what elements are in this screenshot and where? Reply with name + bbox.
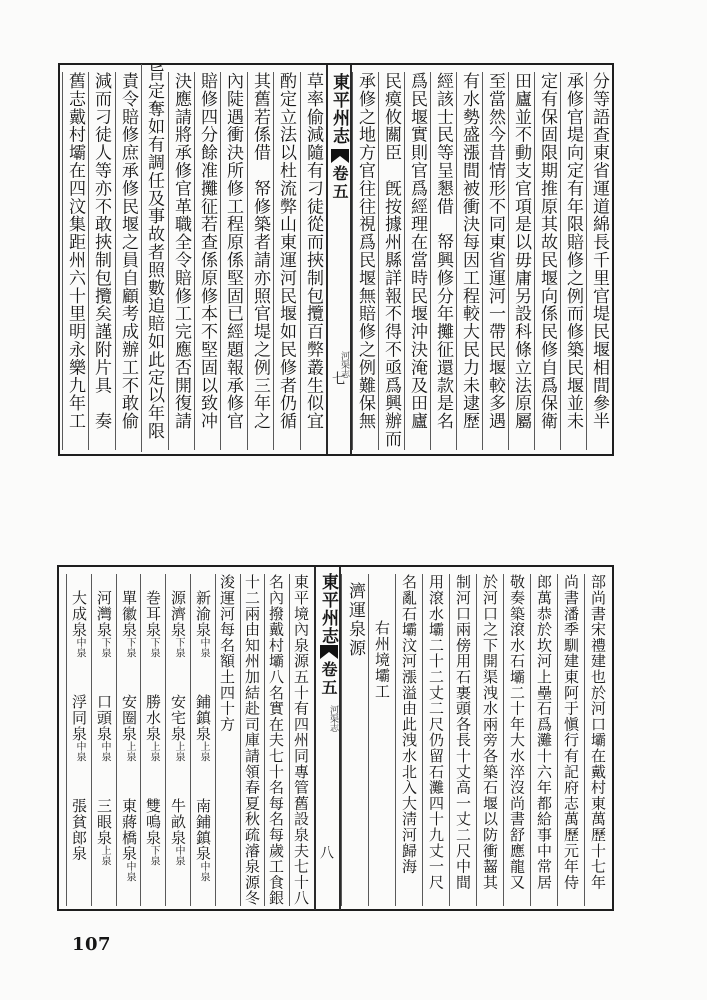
spring-note: 上泉 — [198, 741, 209, 763]
spring-entry — [191, 590, 215, 694]
text-column: 賠修四分餘准攤征若查係原修本不堅固以致冲 — [194, 72, 220, 450]
spring-note: 上泉 — [148, 741, 159, 763]
spring-note: 下泉 — [124, 637, 135, 659]
spring-note: 中泉 — [198, 861, 209, 883]
spring-note: 下泉 — [99, 637, 110, 659]
text-column: 制河口兩傍用石裹頭各長十丈高一丈二尺中間 — [449, 574, 476, 906]
text-column: 草率偷減隨有刁徒從而挾制包攬百弊叢生似宜 — [300, 72, 326, 450]
spring-note: 中泉 — [124, 861, 135, 883]
section-label: 河渠志 — [339, 351, 349, 378]
text-column: 名內撥戴村壩八名實在夫七十名每名每歲工食銀 — [264, 574, 289, 906]
spring-column — [190, 574, 215, 906]
spring-name: 鋪鎮泉 — [194, 694, 212, 742]
spring-entry — [166, 694, 190, 798]
spring-entry — [191, 694, 215, 798]
spring-name: 河灣泉 — [95, 590, 113, 638]
spring-entry — [67, 694, 91, 798]
spring-note: 中泉 — [74, 741, 85, 763]
spring-note: 下泉 — [148, 845, 159, 867]
text-column: 至當然今昔情形不同東省運河一帶民堰較多遇 — [482, 72, 508, 450]
text-column: 減而刁徒人等亦不敢挾制包攬矣謹附片具 奏 — [88, 72, 114, 450]
text-column: 承修官堤向定有年限賠修之例而修築民堰並未 — [560, 72, 586, 450]
juan-label: 卷五 — [319, 661, 338, 697]
fish-tail-ornament — [331, 149, 349, 163]
spring-note: 中泉 — [198, 637, 209, 659]
spring-entry — [141, 590, 165, 694]
spring-entry — [117, 694, 141, 798]
text-column: 舊志戴村壩在四汶集距州六十里明永樂九年工 — [62, 72, 88, 450]
spring-name: 口頭泉 — [95, 694, 113, 742]
spring-name: 大成泉 — [70, 590, 88, 638]
spring-entry — [191, 798, 215, 902]
spring-entry — [117, 798, 141, 902]
spring-entry — [166, 798, 190, 902]
spring-column — [165, 574, 190, 906]
text-column: 責令賠修庶承修民堰之員自顧考成辦工不敢偷 — [115, 72, 141, 450]
spring-name: 東蔣橋泉 — [120, 798, 138, 862]
text-column: 定有保固限期推原其故民堰向係民修自爲保衛 — [534, 72, 560, 450]
spring-column — [140, 574, 165, 906]
spring-entry — [141, 798, 165, 902]
text-column: 爲民堰實則官爲經理在當時民堰沖決淹及田廬 — [404, 72, 430, 450]
text-column: 十二兩由知州加結赴司庫請領春夏秋疏濬泉源冬 — [240, 574, 265, 906]
spring-name: 源濟泉 — [169, 590, 187, 638]
text-column: 決應請將承修官革職全令賠修工完應否開復請 — [168, 72, 194, 450]
text-column: 分等語查東省運道綿長千里官堤民堰相間參半 — [586, 72, 612, 450]
spring-column — [91, 574, 116, 906]
text-column: 內陡遇衝決所修工程原係堅固已經題報承修官 — [220, 72, 246, 450]
text-column: 東平境內泉源五十有四州同專管舊設泉夫七十八 — [289, 574, 314, 906]
spring-name: 安圈泉 — [120, 694, 138, 742]
text-column: 尚書潘季馴建東阿于愼行有記府志萬歷元年侍 — [557, 574, 584, 906]
section-label: 河渠志 — [328, 705, 338, 732]
juan-label: 卷五 — [330, 165, 349, 201]
spring-note: 中泉 — [99, 741, 110, 763]
folio-number: 八 — [318, 845, 334, 859]
spring-name: 巻耳泉 — [144, 590, 162, 638]
page-number: 107 — [72, 934, 112, 955]
text-column: 敬奏築滾水石壩二十年大水淬沒尚書舒應龍又 — [503, 574, 530, 906]
text-column: 名亂石壩汶河漲溢由此洩水北入大淸河歸海 — [395, 574, 422, 906]
spring-note: 下泉 — [173, 637, 184, 659]
spring-entry — [92, 694, 116, 798]
spring-column — [66, 574, 91, 906]
spring-entry — [141, 694, 165, 798]
spring-column — [116, 574, 141, 906]
spring-name: 浮同泉 — [70, 694, 88, 742]
spring-entry — [67, 798, 91, 902]
text-column: 其舊若係借 帑修築者請亦照官堤之例三年之 — [247, 72, 273, 450]
text-column: 承修之地方官往往視爲民堰無賠修之例難保無 — [352, 72, 378, 450]
subsection-note: 右州境壩工 — [368, 574, 395, 906]
spring-note: 中泉 — [74, 637, 85, 659]
text-column: 浚運河每名額土四十方 — [215, 574, 240, 906]
spring-entry — [67, 590, 91, 694]
spring-note: 上泉 — [173, 741, 184, 763]
book-title: 東平州志 — [329, 73, 349, 145]
spring-name: 雙鳴泉 — [144, 798, 162, 846]
text-column: 部尚書宋禮建也於河口壩在戴村東萬歷十七年 — [584, 574, 611, 906]
text-column: 民瘼攸關臣 旣按據州縣詳報不得不亟爲興辦而 — [378, 72, 404, 450]
spring-entry — [92, 590, 116, 694]
folio-number: 七 — [330, 371, 346, 385]
text-column: 酌定立法以杜流弊山東運河民堰如民修者仍循 — [273, 72, 299, 450]
text-column-elevated: 旨定奪如有調任及事故者照數追賠如此定以年限 — [141, 64, 167, 452]
spring-name: 張貧郎泉 — [70, 798, 88, 862]
spring-note: 下泉 — [148, 637, 159, 659]
spring-note: 中泉 — [173, 845, 184, 867]
spring-entry — [117, 590, 141, 694]
center-fold-column — [314, 567, 341, 910]
spring-name: 牛畝泉 — [169, 798, 187, 846]
text-column: 田廬並不動支官項是以毋庸另設科條立法原屬 — [508, 72, 534, 450]
spring-note: 上泉 — [124, 741, 135, 763]
section-heading: 濟運泉源 — [341, 574, 368, 906]
spring-note: 上泉 — [99, 845, 110, 867]
spring-entry — [92, 798, 116, 902]
spring-name: 南鋪鎮泉 — [194, 798, 212, 862]
spring-name: 單徽泉 — [120, 590, 138, 638]
center-fold-column — [326, 65, 352, 454]
book-title: 東平州志 — [318, 573, 338, 645]
spring-name: 三眼泉 — [95, 798, 113, 846]
text-column: 用滾水壩二十二丈二尺仍留石灘四十九丈一尺 — [422, 574, 449, 906]
text-column: 於河口之下開渠洩水兩旁各築石堰以防衝齧其 — [476, 574, 503, 906]
spring-name: 勝水泉 — [144, 694, 162, 742]
text-column: 經該士民等呈懇借 帑興修分年攤征還款是名 — [430, 72, 456, 450]
text-column: 有水勢盛漲間被衝決每因工程較大民力未逮歷 — [456, 72, 482, 450]
spring-name: 安宅泉 — [169, 694, 187, 742]
text-column: 郎萬恭於坎河上壘石爲灘十六年都給事中常居 — [530, 574, 557, 906]
spring-entry — [166, 590, 190, 694]
spring-name: 新渝泉 — [194, 590, 212, 638]
fish-tail-ornament — [320, 645, 338, 659]
